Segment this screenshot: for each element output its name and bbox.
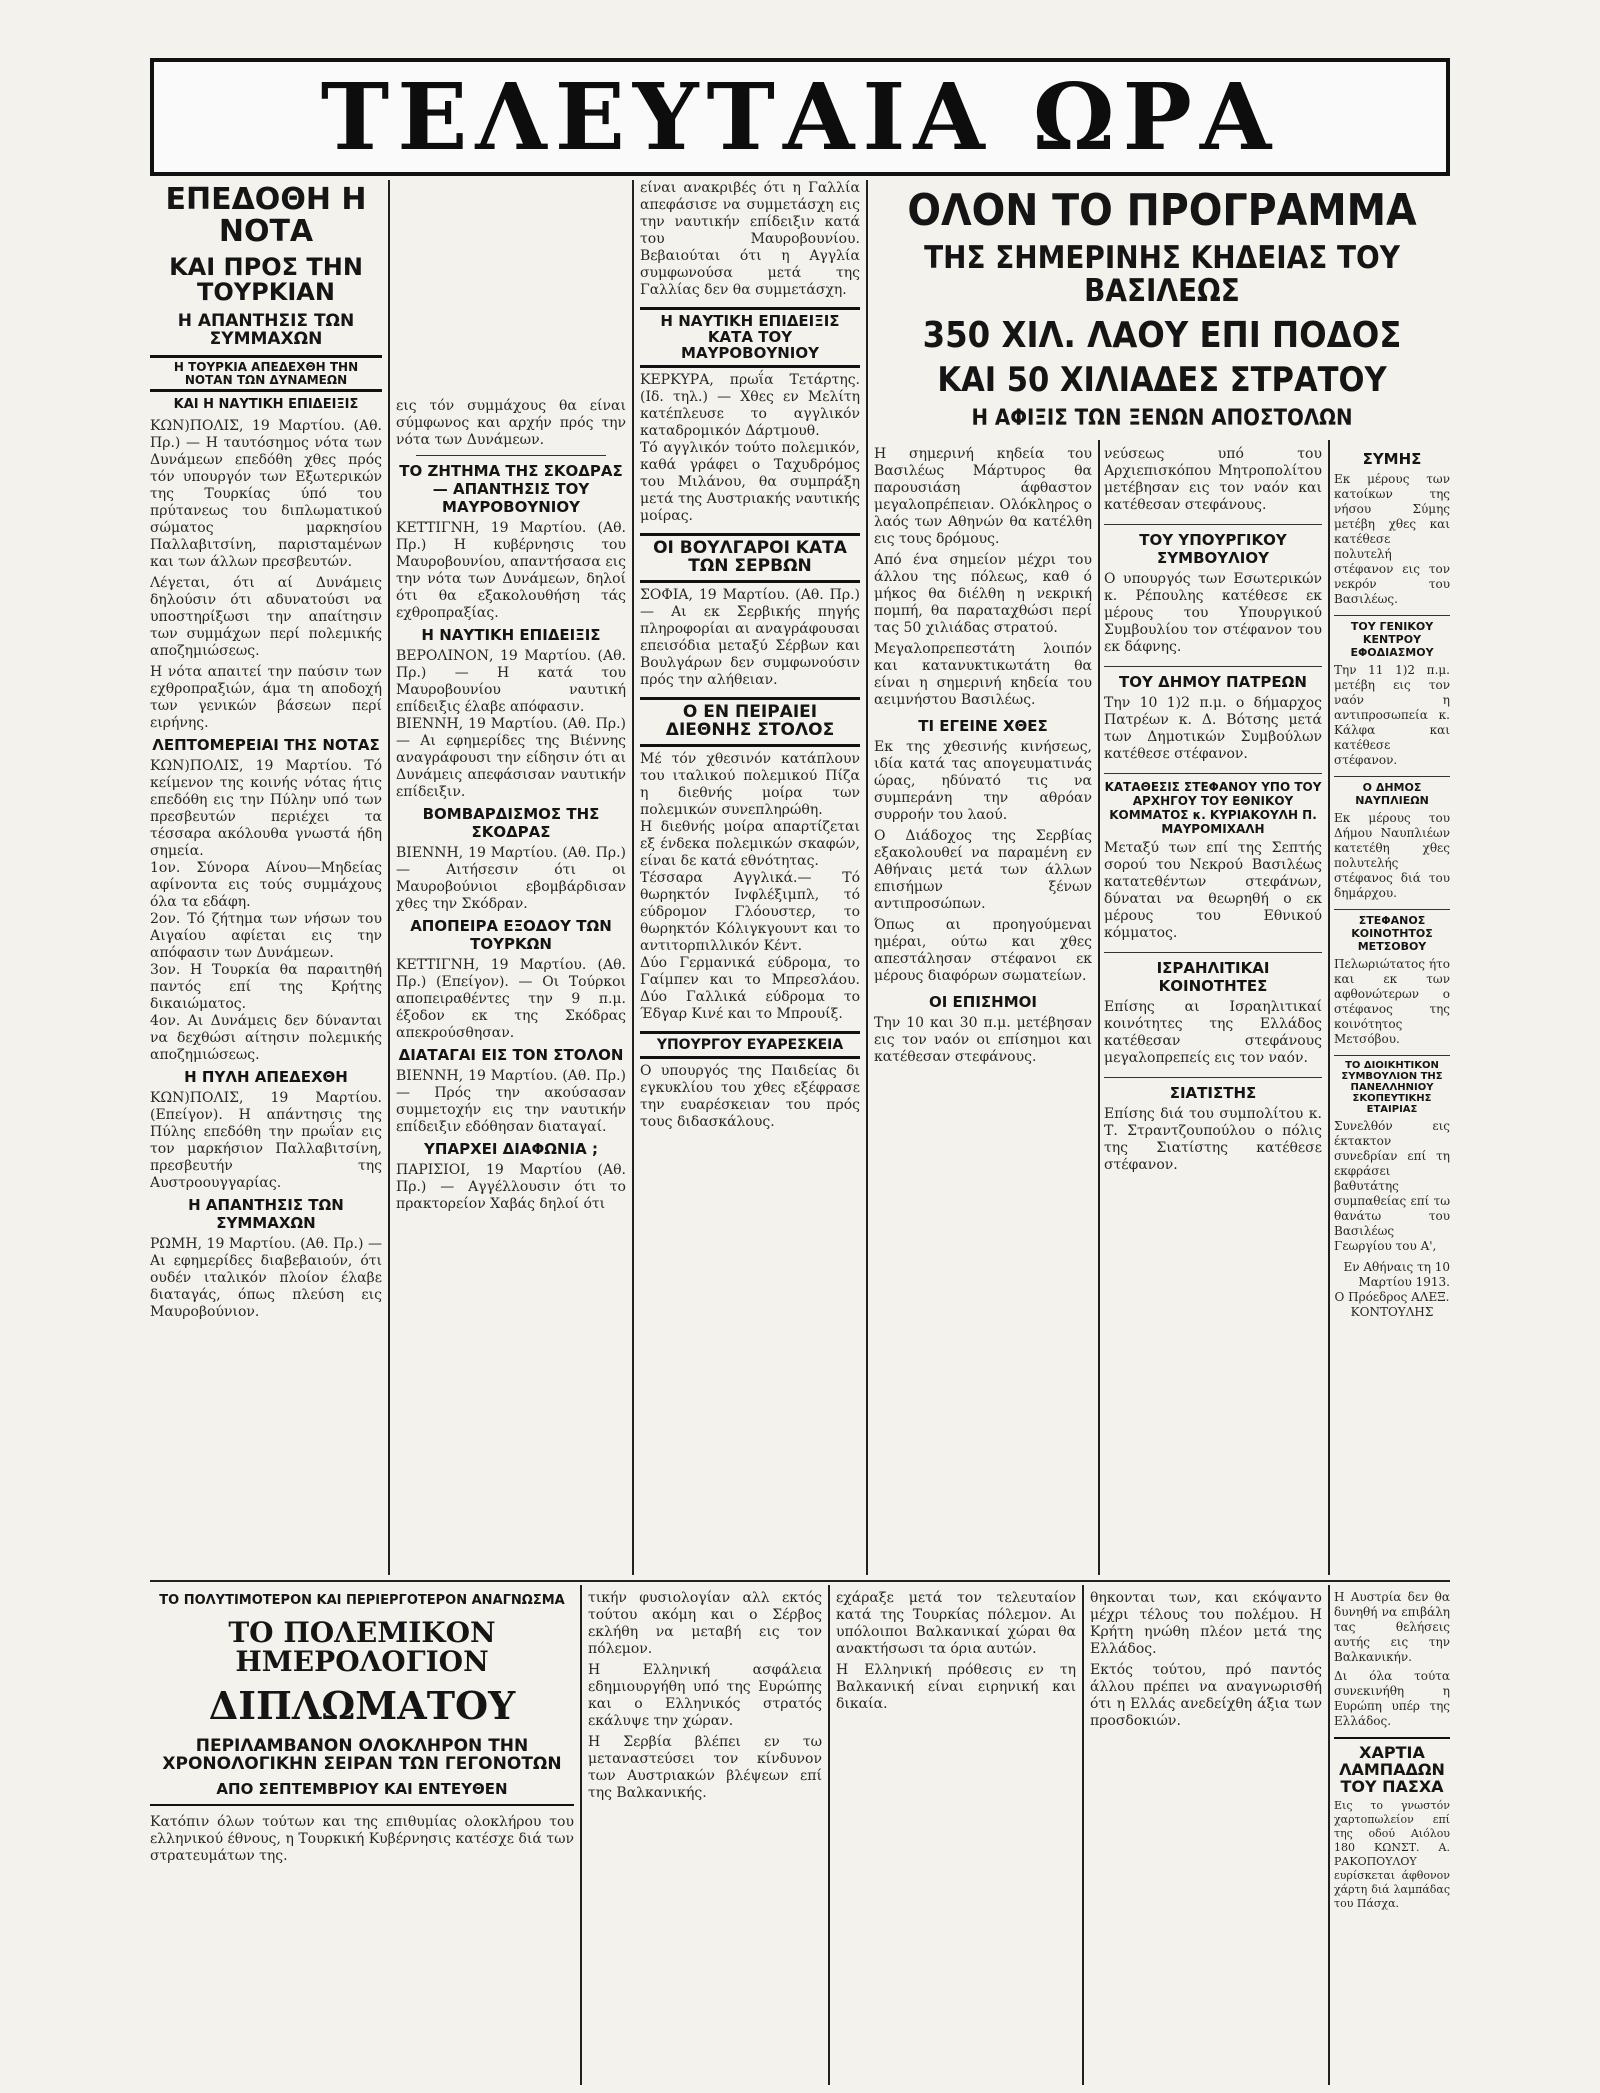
ad-title: ΧΑΡΤΙΑ ΛΑΜΠΑΔΩΝ ΤΟΥ ΠΑΣΧΑ [1334, 1737, 1450, 1795]
section-heading: Η ΠΥΛΗ ΑΠΕΔΕΧΘΗ [184, 1067, 348, 1086]
signature: Ο Πρόεδρος ΑΛΕΞ. ΚΟΝΤΟΥΛΗΣ [1334, 1290, 1450, 1319]
right-headline-block [874, 180, 1450, 438]
column-rule [580, 1585, 582, 2085]
column-rule [1082, 1585, 1084, 2085]
article-paragraph: ΒΙΕΝΝΗ, 19 Μαρτίου. (Αθ. Πρ.) — Πρός την ακούσασαν συμμετοχήν εις την ναυτικήν επίδειξιν εδόθησαν διαταγαί. [396, 1068, 626, 1135]
column-5 [1104, 446, 1322, 1575]
article-paragraph: Λέγεται, ότι αί Δυνάμεις δηλούσιν ότι αδυνατούσι να υποστηρίξωσι την απαίτησιν των συμμάχων περί πολεμικής αποζημιώσεως. [150, 574, 382, 659]
section-heading: Ο ΔΗΜΟΣ ΝΑΥΠΛΙΕΩΝ [1334, 776, 1450, 807]
article-paragraph: Η νότα απαιτεί την παύσιν των εχθροπραξιών, άμα τη αποδοχή των γενικών βάσεων περί ειρήνης. [150, 663, 382, 731]
headline-tourkia: ΚΑΙ ΠΡΟΣ ΤΗΝ ΤΟΥΡΚΙΑΝ [169, 253, 363, 307]
headline-kideia: ΤΗΣ ΣΗΜΕΡΙΝΗΣ ΚΗΔΕΙΑΣ ΤΟΥ ΒΑΣΙΛΕΩΣ [924, 240, 1400, 309]
article-paragraph: ΡΩΜΗ, 19 Μαρτίου. (Αθ. Πρ.) — Αι εφημερίδες διαβεβαιούν, ότι ουδέν ιταλικόν πλοίον έλαβε διαταγάς, όπως πλεύση εις Μαυροβούνιον. [150, 1235, 382, 1320]
section-heading: ΚΑΤΑΘΕΣΙΣ ΣΤΕΦΑΝΟΥ ΥΠΟ ΤΟΥ ΑΡΧΗΓΟΥ ΤΟΥ ΕΘΝΙΚΟΥ ΚΟΜΜΑΤΟΣ κ. ΚΥΡΙΑΚΟΥΛΗ Π. ΜΑΥΡΟΜΙΧΑΛΗ [1104, 773, 1322, 836]
headline-programma: ΟΛΟΝ ΤΟ ΠΡΟΓΡΑΜΜΑ [907, 185, 1417, 236]
column-rule [866, 180, 868, 1575]
column-rule [1328, 440, 1330, 1575]
article-paragraph: Τέσσαρα Αγγλικά.— Τό θωρηκτόν Ινφλέξιμπλ, τό εύδρομον Γλόουστερ, το θωρηκτόν Κόλιγκγουντ και το αντιτορπιλλικόν Κέντ. [640, 869, 860, 954]
feature-subtitle: ΠΕΡΙΛΑΜΒΑΝΟΝ ΟΛΟΚΛΗΡΟΝ ΤΗΝ ΧΡΟΝΟΛΟΓΙΚΗΝ ΣΕΙΡΑΝ ΤΩΝ ΓΕΓΟΝΟΤΩΝ [162, 1736, 562, 1775]
column-rule [632, 180, 634, 1575]
bottom-column-3 [836, 1590, 1076, 2085]
dateline: Εν Αθήναις τη 10 Μαρτίου 1913. [1343, 1260, 1450, 1289]
article-paragraph: 3ον. Η Τουρκία θα παραιτηθή παντός επί της Κρήτης δικαιώματος. [150, 961, 382, 1012]
article-paragraph: νεύσεως υπό του Αρχιεπισκόπου Μητροπολίτου μετέβησαν εις τον ναόν και κατέθεσαν στεφάνους. [1104, 446, 1322, 513]
headline-stratou: ΚΑΙ 50 ΧΙΛΙΑΔΕΣ ΣΤΡΑΤΟΥ [937, 360, 1387, 401]
article-paragraph: Εκ μέρους του Δήμου Ναυπλιέων κατετέθη χθες πολυτελής στέφανος διά του δημάρχου. [1334, 811, 1450, 900]
article-paragraph: ΒΙΕΝΝΗ, 19 Μαρτίου. (Αθ. Πρ.) — Αιτήσεσιν ότι οι Μαυροβούνιοι εβομβάρδισαν χθες την Σκόδραν. [396, 845, 626, 912]
section-heading: ΥΠΟΥΡΓΟΥ ΕΥΑΡΕΣΚΕΙΑ [640, 1031, 860, 1060]
article-paragraph: Όπως αι προηγούμεναι ημέραι, ούτω και χθες απεστάλησαν στέφανοι εκ μέρους διαφόρων σωματείων. [874, 917, 1092, 984]
article-paragraph: ΚΩΝ)ΠΟΛΙΣ, 19 Μαρτίου. (Επείγον). Η απάντησις της Πύλης επεδόθη την πρωΐαν εις τον μαρκήσιον Παλλαβιτσίνη, πρεσβευτήν της Αυστροουγγαρίας. [150, 1089, 382, 1191]
article-paragraph: 2ον. Τό ζήτημα των νήσων του Αιγαίου αφίεται εις την απόφασιν των Δυνάμεων. [150, 910, 382, 961]
article-paragraph: Μέ τόν χθεσινόν κατάπλουν του ιταλικού πολεμικού Πίζα η διεθνής μοίρα των πολεμικών συνεπληρώθη. [640, 750, 860, 818]
section-heading: ΤΟ ΔΙΟΙΚΗΤΙΚΟΝ ΣΥΜΒΟΥΛΙΟΝ ΤΗΣ ΠΑΝΕΛΛΗΝΙΟΥ ΣΚΟΠΕΥΤΙΚΗΣ ΕΤΑΙΡΙΑΣ [1334, 1055, 1450, 1115]
article-paragraph: Η Ελληνική πρόθεσις εν τη Βαλκανική είναι ειρηνική και δικαία. [836, 1662, 1076, 1712]
article-paragraph: Μεταξύ των επί της Σεπτής σορού του Νεκρού Βασιλέως κατατεθέντων στεφάνων, δύναται να θεωρηθή ο εκ μέρους του Εθνικού κόμματος. [1104, 840, 1322, 941]
article-paragraph: εις τόν συμμάχους θα είναι σύμφωνος και αρχήν πρός την νότα των Δυνάμεων. [396, 398, 626, 448]
section-heading: ΛΕΠΤΟΜΕΡΕΙΑΙ ΤΗΣ ΝΟΤΑΣ [152, 735, 380, 754]
headline-laou: 350 ΧΙΛ. ΛΑΟΥ ΕΠΙ ΠΟΔΟΣ [922, 315, 1402, 357]
bottom-feature [150, 1590, 574, 2085]
bottom-column-2 [588, 1590, 822, 2085]
section-heading: ΔΙΑΤΑΓΑΙ ΕΙΣ ΤΟΝ ΣΤΟΛΟΝ [398, 1046, 624, 1064]
article-paragraph: Την 10 και 30 π.μ. μετέβησαν εις τον ναόν οι επίσημοι και κατέθεσαν στεφάνους. [874, 1015, 1092, 1065]
column-1 [150, 180, 382, 1575]
article-paragraph: ΚΕΤΤΙΓΝΗ, 19 Μαρτίου. (Αθ. Πρ.) Η κυβέρνησις του Μαυροβουνίου, απαντήσασα εις την νότα των Δυνάμεων, δηλοί ότι θα εξακολουθήση τάς εχθροπραξίας. [396, 520, 626, 621]
section-heading: ΣΙΑΤΙΣΤΗΣ [1104, 1077, 1322, 1102]
headline-afixis: Η ΑΦΙΞΙΣ ΤΩΝ ΞΕΝΩΝ ΑΠΟΣΤΟΛΩΝ [971, 405, 1353, 431]
bottom-column-5 [1334, 1590, 1450, 2085]
section-heading: ΥΠΑΡΧΕΙ ΔΙΑΦΩΝΙΑ ; [424, 1140, 598, 1158]
column-4 [874, 446, 1092, 1575]
section-heading: ΤΟΥ ΥΠΟΥΡΓΙΚΟΥ ΣΥΜΒΟΥΛΙΟΥ [1104, 524, 1322, 567]
article-paragraph: Από ένα σημείον μέχρι του άλλου της πόλεως, καθ ό μήκος θα διέλθη η νεκρική πομπή, θα παραταχθώσι περί τας 50 χιλιάδας στρατού. [874, 552, 1092, 636]
article-paragraph: Η Αυστρία δεν θα δυνηθή να επιβάλη τας θελήσεις αυτής εις την Βαλκανικήν. [1334, 1590, 1450, 1664]
column-rule [1098, 440, 1100, 1575]
article-paragraph: Συνελθόν εις έκτακτον συνεδρίαν επί τη εκφράσει βαθυτάτης συμπαθείας επί τω θανάτω του Βασιλέως Γεωργίου του Α', [1334, 1119, 1450, 1253]
article-paragraph: Κατόπιν όλων τούτων και της επιθυμίας ολοκλήρου του ελληνικού έθνους, η Τουρκική Κυβέρνησις κατέσχε διά των στρατευμάτων της. [150, 1813, 574, 1864]
article-paragraph: τικήν φυσιολογίαν αλλ εκτός τούτου ακόμη και ο Σέρβος εκλήθη να μεταβή εις τον πόλεμον. [588, 1590, 822, 1657]
article-paragraph: Τό αγγλικόν τούτο πολεμικόν, καθά γράφει ο Ταχυδρόμος του Μιλάνου, θα συμπράξη μετά της Αυστριακής ναυτικής μοίρας. [640, 440, 860, 525]
section-heading: ΣΥΜΗΣ [1362, 450, 1422, 468]
column-3 [640, 180, 860, 1575]
article-paragraph: Ο υπουργός της Παιδείας δι εγκυκλίου του χθες εξέφρασε την ευαρέσκειαν του πρός τους διδασκάλους. [640, 1063, 860, 1131]
article-paragraph: 4ον. Αι Δυνάμεις δεν δύνανται να δεχθώσι αίτησιν πολεμικής αποζημιώσεως. [150, 1012, 382, 1063]
section-heading: Η ΝΑΥΤΙΚΗ ΕΠΙΔΕΙΞΙΣ ΚΑΤΑ ΤΟΥ ΜΑΥΡΟΒΟΥΝΙΟΥ [640, 307, 860, 368]
bottom-column-4 [1090, 1590, 1322, 2085]
section-heading: Η ΝΑΥΤΙΚΗ ΕΠΙΔΕΙΞΙΣ [421, 626, 601, 644]
section-heading: Η ΑΠΑΝΤΗΣΙΣ ΤΩΝ ΣΥΜΜΑΧΩΝ [188, 1195, 344, 1232]
article-paragraph: ΣΟΦΙΑ, 19 Μαρτίου. (Αθ. Πρ.) — Αι εκ Σερβικής πηγής πληροφορίαι αι αναγράφουσαι επεισόδια μεταξύ Σέρβων και Βουλγάρων δεν συμφωνούσιν πρός την αλήθειαν. [640, 586, 860, 688]
article-paragraph: Επίσης διά του συμπολίτου κ. Τ. Στραντζουπούλου ο πόλις της Σιατίστης κατέθεσε στέφανον. [1104, 1106, 1322, 1173]
article-paragraph: Επίσης αι Ισραηλιτικαί κοινότητες της Ελλάδος κατέθεσαν στεφάνους μεγαλοπρεπείς εις τον ναόν. [1104, 999, 1322, 1066]
article-paragraph: Η Ελληνική ασφάλεια εδημιουργήθη υπό της Ευρώπης και ο Ελληνικός στρατός εκάλυψε την χώραν. [588, 1662, 822, 1729]
divider [416, 455, 606, 456]
article-paragraph: ΚΩΝ)ΠΟΛΙΣ, 19 Μαρτίου. Τό κείμενον της κοινής νότας ήτις επεδόθη εις την Πύλην υπό των πρεσβευτών περιέχει τα τέσσαρα ακόλουθα γνωστά ήδη σημεία. [150, 757, 382, 859]
article-paragraph: Ο υπουργός των Εσωτερικών κ. Ρέπουλης κατέθεσε εκ μέρους του Υπουργικού Συμβουλίου τον στέφανον του εκ δάφνης. [1104, 571, 1322, 655]
column-6 [1334, 446, 1450, 1575]
headline-nota: ΕΠΕΔΟΘΗ Η ΝΟΤΑ [165, 182, 367, 249]
article-paragraph: Την 10 1)2 π.μ. ο δήμαρχος Πατρέων κ. Δ. Βότσης μετά των Δημοτικών Συμβούλων κατέθεσε στέφανον. [1104, 695, 1322, 762]
article-paragraph: εχάραξε μετά τον τελευταίον κατά της Τουρκίας πόλεμον. Αι υπόλοιποι Βαλκανικαί χώραι θα ανακτήσωσι τα όρια αυτών. [836, 1590, 1076, 1657]
section-heading: ΣΤΕΦΑΝΟΣ ΚΟΙΝΟΤΗΤΟΣ ΜΕΤΣΟΒΟΥ [1334, 909, 1450, 953]
feature-subtitle-2: ΑΠΟ ΣΕΠΤΕΜΒΡΙΟΥ ΚΑΙ ΕΝΤΕΥΘΕΝ [150, 1782, 574, 1806]
article-paragraph: 1ον. Σύνορα Αίνου—Μηδείας αφίνοντα εις τούς συμμάχους όλα τα εδάφη. [150, 859, 382, 910]
article-paragraph: Εκ μέρους των κατοίκων της νήσου Σύμης μετέβη χθες και κατέθεσε πολυτελή στέφανον εις τον νεκρόν του Βασιλέως. [1334, 472, 1450, 606]
section-heading: ΤΙ ΕΓΕΙΝΕ ΧΘΕΣ [918, 717, 1048, 735]
column-rule [1328, 1585, 1330, 2085]
article-paragraph: ΒΙΕΝΝΗ, 19 Μαρτίου. (Αθ. Πρ.) — Αι εφημερίδες της Βιέννης αναγράφουσι την είδησιν ότι αι Δυνάμεις απεφάσισαν ναυτικήν επίδειξιν. [396, 716, 626, 800]
article-paragraph: Η διεθνής μοίρα απαρτίζεται εξ ένδεκα πολεμικών σκαφών, είναι δε κατά εθνότητας. [640, 818, 860, 869]
headline-apantisis: Η ΑΠΑΝΤΗΣΙΣ ΤΩΝ ΣΥΜΜΑΧΩΝ [177, 311, 355, 350]
article-paragraph: Την 11 1)2 π.μ. μετέβη εις τον ναόν η αντιπροσωπεία κ. Κάλφα και κατέθεσε στέφανον. [1334, 663, 1450, 767]
section-heading: ΟΙ ΕΠΙΣΗΜΟΙ [929, 993, 1037, 1011]
ad-text: Εις το γνωστόν χαρτοπωλείον επί της οδού Αιόλου 180 ΚΩΝΣΤ. Α. ΡΑΚΟΠΟΥΛΟΥ ευρίσκεται άφθονον χάρτη διά λαμπάδας του Πάσχα. [1334, 1799, 1450, 1911]
feature-supertitle: ΤΟ ΠΟΛΥΤΙΜΟΤΕΡΟΝ ΚΑΙ ΠΕΡΙΕΡΓΟΤΕΡΟΝ ΑΝΑΓΝΩΣΜΑ [159, 1593, 565, 1608]
article-paragraph: Πελωριώτατος ήτο και εκ των αφθονώτερων ο στέφανος της κοινότητος Μετσόβου. [1334, 957, 1450, 1046]
section-heading: ΟΙ ΒΟΥΛΓΑΡΟΙ ΚΑΤΑ ΤΩΝ ΣΕΡΒΩΝ [640, 533, 860, 583]
article-paragraph: Η Σερβία βλέπει εν τω μεταναστεύσει τον κίνδυνον των Αυστριακών βλέψεων επί της Βαλκανικής. [588, 1734, 822, 1801]
section-heading: ΤΟΥ ΓΕΝΙΚΟΥ ΚΕΝΤΡΟΥ ΕΦΟΔΙΑΣΜΟΥ [1334, 615, 1450, 659]
article-paragraph: ΚΩΝ)ΠΟΛΙΣ, 19 Μαρτίου. (Αθ. Πρ.) — Η ταυτόσημος νότα των Δυνάμεων επεδόθη χθες πρός τόν υπουργόν των Εξωτερικών της Τουρκίας ύπό του πρύτανεως του διπλωματικού σώματος μαρκησίου Παλλαβιτσίνη, παρισταμένων και των άλλων πρεσβευτών. [150, 417, 382, 570]
headline-apedechthi: Η ΤΟΥΡΚΙΑ ΑΠΕΔΕΧΘΗ ΤΗΝ ΝΟΤΑΝ ΤΩΝ ΔΥΝΑΜΕΩΝ [150, 355, 382, 392]
article-paragraph: ΚΕΤΤΙΓΝΗ, 19 Μαρτίου. (Αθ. Πρ.) (Επείγον). — Οι Τούρκοι αποπειραθέντες την 9 π.μ. έξοδον εκ της Σκόδρας απεκρούσθησαν. [396, 957, 626, 1041]
article-paragraph: ΒΕΡΟΛΙΝΟΝ, 19 Μαρτίου. (Αθ. Πρ.) — Η κατά του Μαυροβουνίου ναυτική επίδειξις έλαβε απόφασιν. [396, 648, 626, 715]
article-paragraph: Δι όλα τούτα συνεκινήθη η Ευρώπη υπέρ της Ελλάδος. [1334, 1669, 1450, 1728]
article-paragraph: ΚΕΡΚΥΡΑ, πρωΐα Τετάρτης. (Ιδ. τηλ.) — Χθες εν Μελίτη κατέπλευσε το αγγλικόν καταδρομικόν Δάρτμουθ. [640, 372, 860, 440]
section-heading: ΒΟΜΒΑΡΔΙΣΜΟΣ ΤΗΣ ΣΚΟΔΡΑΣ [422, 805, 600, 841]
section-divider [150, 1580, 1450, 1582]
article-paragraph: Δύο Γερμανικά εύδρομα, το Γαίμπεν και το Μπρεσλάου. Δύο Γαλλικά εύδρομα το Έδγαρ Κινέ και το Μπρουίξ. [640, 954, 860, 1022]
article-paragraph: θηκονται των, και εκόψαντο μέχρι τέλους του πολέμου. Η Κρήτη ηνώθη πλέον μετά της Ελλάδος. [1090, 1590, 1322, 1657]
headline-naftiki: ΚΑΙ Η ΝΑΥΤΙΚΗ ΕΠΙΔΕΙΞΙΣ [173, 397, 359, 413]
column-rule [828, 1585, 830, 2085]
article-paragraph: είναι ανακριβές ότι η Γαλλία απεφάσισε να συμμετάσχη εις την ναυτικήν επίδειξιν κατά του Μαυροβουνίου. Βεβαιούται ότι η Αγγλία συμφωνούσα μετά της Γαλλίας δεν θα συμμετάσχη. [640, 180, 860, 298]
article-paragraph: Μεγαλοπρεπεστάτη λοιπόν και κατανυκτικωτάτη θα είναι η σημερινή κηδεία του αειμνήστου Βασιλέως. [874, 641, 1092, 708]
section-heading: ΤΟ ΖΗΤΗΜΑ ΤΗΣ ΣΚΟΔΡΑΣ — ΑΠΑΝΤΗΣΙΣ ΤΟΥ ΜΑΥΡΟΒΟΥΝΙΟΥ [399, 462, 623, 516]
article-paragraph: ΠΑΡΙΣΙΟΙ, 19 Μαρτίου (Αθ. Πρ.) — Αγγέλλουσιν ότι το πρακτορείον Χαβάς δηλοί ότι [396, 1162, 626, 1212]
column-rule [388, 180, 390, 1575]
section-heading: ΙΣΡΑΗΛΙΤΙΚΑΙ ΚΟΙΝΟΤΗΤΕΣ [1104, 952, 1322, 995]
feature-title: ΤΟ ΠΟΛΕΜΙΚΟΝ ΗΜΕΡΟΛΟΓΙΟΝ [228, 1615, 496, 1679]
article-paragraph: Εκ της χθεσινής κινήσεως, ιδία κατά τας απογευματινάς ώρας, ηδύνατό τις να συμπεράνη την αθρόαν συρροήν του λαού. [874, 739, 1092, 823]
article-paragraph: Εκτός τούτου, πρό παντός άλλου πρέπει να αναγνωρισθή ότι η Ελλάς ανεδείχθη άξια των προσδοκιών. [1090, 1662, 1322, 1729]
feature-title-2: ΔΙΠΛΩΜΑΤΟΥ [208, 1683, 516, 1729]
article-paragraph: Ο Διάδοχος της Σερβίας εξακολουθεί να παραμένη εν Αθήναις μετά των άλλων επισήμων ξένων αντιπροσώπων. [874, 828, 1092, 912]
column-2 [396, 398, 626, 1575]
masthead [150, 58, 1450, 176]
section-heading: ΤΟΥ ΔΗΜΟΥ ΠΑΤΡΕΩΝ [1104, 666, 1322, 691]
article-paragraph: Η σημερινή κηδεία του Βασιλέως Μάρτυρος θα παρουσιάση άφθαστον μεγαλοπρέπειαν. Ολόκληρος ο λαός των Αθηνών θα κατέλθη εις τους δρόμους. [874, 446, 1092, 547]
masthead-title: ΤΕΛΕΥΤΑΙΑ ΩΡΑ [320, 63, 1280, 171]
section-heading: ΑΠΟΠΕΙΡΑ ΕΞΟΔΟΥ ΤΩΝ ΤΟΥΡΚΩΝ [410, 917, 612, 953]
section-heading: Ο ΕΝ ΠΕΙΡΑΙΕΙ ΔΙΕΘΝΗΣ ΣΤΟΛΟΣ [640, 697, 860, 747]
